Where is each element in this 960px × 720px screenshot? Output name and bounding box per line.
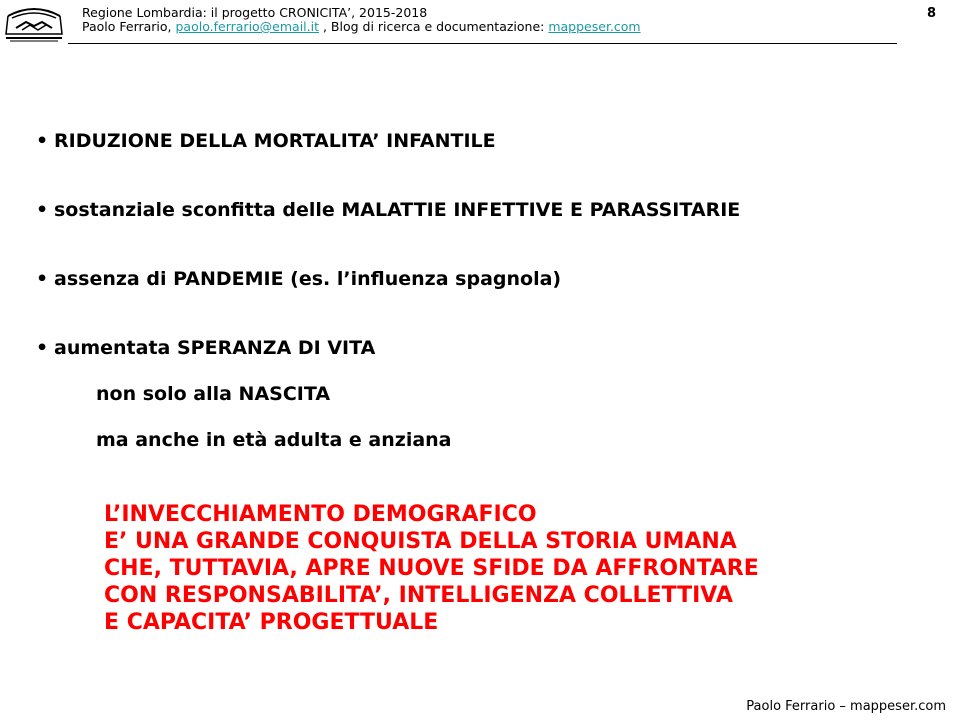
header-author: Paolo Ferrario,	[82, 19, 176, 34]
bullet-text: RIDUZIONE DELLA MORTALITA’ INFANTILE	[54, 130, 496, 152]
bullet-item	[36, 268, 561, 290]
bullet-item	[36, 130, 496, 152]
bullet-icon: •	[36, 199, 49, 221]
conclusion-line: CHE, TUTTAVIA, APRE NUOVE SFIDE DA AFFRONTARE	[104, 556, 759, 581]
page-number: 8	[926, 6, 936, 21]
slide-footer: Paolo Ferrario – mappeser.com	[746, 699, 946, 714]
conclusion-line: L’INVECCHIAMENTO DEMOGRAFICO	[104, 502, 537, 527]
bullet-text: sostanziale sconfitta delle MALATTIE INFETTIVE E PARASSITARIE	[54, 199, 741, 221]
handshake-logo-icon	[4, 4, 64, 42]
conclusion-line: CON RESPONSABILITA’, INTELLIGENZA COLLETTIVA	[104, 583, 733, 608]
bullet-text: assenza di PANDEMIE (es. l’influenza spagnola)	[54, 268, 562, 290]
bullet-item	[36, 337, 375, 359]
bullet-item	[36, 199, 740, 221]
bullet-icon: •	[36, 130, 49, 152]
blog-link[interactable]: mappeser.com	[548, 19, 641, 34]
bullet-icon: •	[36, 268, 49, 290]
sub-item: ma anche in età adulta e anziana	[96, 429, 452, 451]
sub-item: non solo alla NASCITA	[96, 383, 331, 405]
conclusion-line: E’ UNA GRANDE CONQUISTA DELLA STORIA UMANA	[104, 529, 737, 554]
email-link[interactable]: paolo.ferrario@email.it	[175, 19, 320, 34]
conclusion-block	[104, 501, 759, 636]
header-blog-text: , Blog di ricerca e documentazione:	[319, 19, 549, 34]
conclusion-line: E CAPACITA’ PROGETTUALE	[104, 610, 439, 635]
header-divider	[68, 43, 897, 44]
slide-header	[82, 6, 641, 34]
header-title: Regione Lombardia: il progetto CRONICITA’, 2015-2018	[82, 5, 428, 20]
header-credits	[82, 20, 641, 34]
bullet-icon: •	[36, 337, 49, 359]
bullet-text: aumentata SPERANZA DI VITA	[54, 337, 376, 359]
